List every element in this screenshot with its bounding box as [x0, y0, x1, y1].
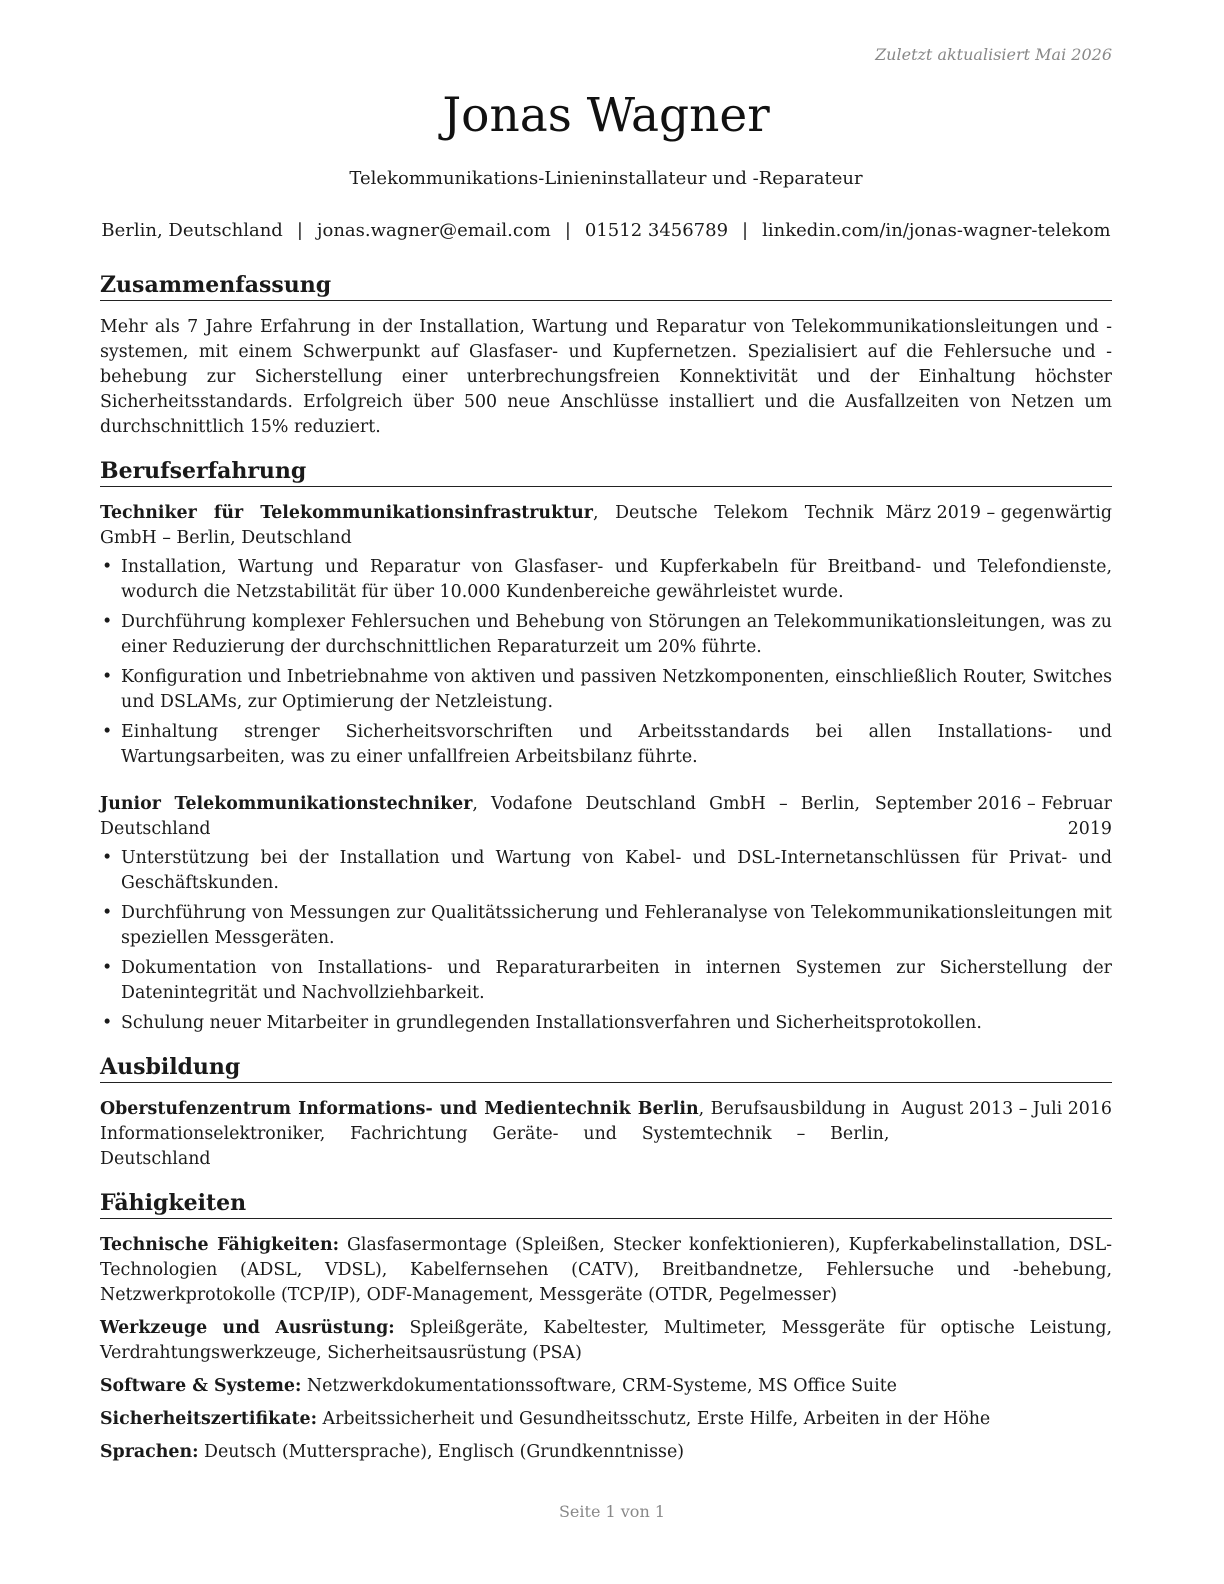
list-item: • Installation, Wartung und Reparatur von Glasfaser- und Kupferkabeln für Breitband- und Telefondienste, wodurch die Netzstabilität für über 10.000 Kundenbereiche gewährleistet wurde.	[100, 555, 1112, 605]
list-item: • Durchführung komplexer Fehlersuchen und Behebung von Störungen an Telekommunikationsleitungen, was zu einer Reduzierung der durchschnittlichen Reparaturzeit um 20% führte.	[100, 610, 1112, 660]
skill-label: Sicherheitszertifikate:	[100, 1409, 317, 1429]
skill-label: Sprachen:	[100, 1442, 199, 1462]
contact-location: Berlin, Deutschland	[101, 220, 283, 241]
job-title: Telekommunikations-Linieninstallateur und -Reparateur	[349, 168, 863, 189]
summary-text: Mehr als 7 Jahre Erfahrung in der Installation, Wartung und Reparatur von Telekommunikationsleitungen und -systemen, mit einem Schwerpunkt auf Glasfaser- und Kupfernetzen. Spezialisiert auf die Fehlersuche und -behebung zur Sicherstellung einer unterbrechungsfreien Konnektivität und der Einhaltung höchster Sicherheitsstandards. Erfolgreich über 500 neue Anschlüsse installiert und die Ausfallzeiten von Netzen um durchschnittlich 15% reduziert.	[100, 317, 1112, 437]
skill-label: Technische Fähigkeiten:	[100, 1235, 340, 1255]
education-entry	[100, 1097, 1112, 1172]
resume-content	[100, 270, 1112, 1481]
education-line	[100, 1097, 889, 1172]
contact-separator: |	[564, 220, 571, 241]
job-company: , Vodafone Deutschland GmbH – Berlin, Deutschland	[100, 794, 860, 839]
page-number: Seite 1 von 1	[558, 1502, 666, 1521]
job-title-line	[100, 792, 860, 842]
job-title-line	[100, 501, 874, 551]
last-updated: Zuletzt aktualisiert Mai 2026	[875, 45, 1112, 64]
contact-phone[interactable]: 01512 3456789	[584, 220, 729, 241]
contact-line	[100, 220, 1112, 241]
section-heading-summary: Zusammenfassung	[100, 270, 1112, 301]
skill-row	[100, 1440, 1112, 1465]
skill-label: Werkzeuge und Ausrüstung:	[100, 1318, 395, 1338]
contact-linkedin[interactable]: linkedin.com/in/jonas-wagner-telekom	[762, 220, 1111, 241]
skill-text: Glasfasermontage (Spleißen, Stecker konfektionieren), Kupferkabelinstallation, DSL-Technologien (ADSL, VDSL), Kabelfernsehen (CATV), Breitbandnetze, Fehlersuche und -behebung, Netzwerkprotokolle (TCP/IP), ODF-Management, Messgeräte (OTDR, Pegelmesser)	[100, 1235, 1112, 1305]
list-item: • Schulung neuer Mitarbeiter in grundlegenden Installationsverfahren und Sicherheitsprotokollen.	[100, 1011, 1112, 1036]
list-item: • Unterstützung bei der Installation und Wartung von Kabel- und DSL-Internetanschlüssen für Privat- und Geschäftskunden.	[100, 846, 1112, 896]
education-details: , Berufsausbildung in Informationselektroniker, Fachrichtung Geräte- und Systemtechnik – Berlin, Deutschland	[100, 1099, 890, 1169]
job-bullets	[100, 846, 1112, 1036]
job-entry	[100, 792, 1112, 1036]
education-dates: August 2013 – Juli 2016	[901, 1099, 1112, 1119]
skill-label: Software & Systeme:	[100, 1376, 302, 1396]
section-heading-experience: Berufserfahrung	[100, 456, 1112, 487]
section-heading-skills: Fähigkeiten	[100, 1188, 1112, 1219]
job-entry	[100, 501, 1112, 770]
section-heading-education: Ausbildung	[100, 1052, 1112, 1083]
job-company: , Deutsche Telekom Technik GmbH – Berlin, Deutschland	[100, 503, 874, 548]
list-item: • Konfiguration und Inbetriebnahme von aktiven und passiven Netzkomponenten, einschließlich Router, Switches und DSLAMs, zur Optimierung der Netzleistung.	[100, 665, 1112, 715]
contact-separator: |	[296, 220, 303, 241]
summary-section	[100, 270, 1112, 440]
skill-row	[100, 1407, 1112, 1432]
contact-separator: |	[742, 220, 749, 241]
education-header	[100, 1097, 1112, 1172]
school-name: Oberstufenzentrum Informations- und Medientechnik Berlin	[100, 1099, 699, 1119]
skill-row	[100, 1233, 1112, 1308]
job-title: Techniker für Telekommunikationsinfrastruktur	[100, 503, 593, 523]
skill-text: Arbeitssicherheit und Gesundheitsschutz, Erste Hilfe, Arbeiten in der Höhe	[316, 1409, 991, 1429]
job-header	[100, 792, 1112, 842]
contact-email[interactable]: jonas.wagner@email.com	[316, 220, 551, 241]
skill-row	[100, 1374, 1112, 1399]
list-item: • Durchführung von Messungen zur Qualitätssicherung und Fehleranalyse von Telekommunikationsleitungen mit speziellen Messgeräten.	[100, 901, 1112, 951]
list-item: • Einhaltung strenger Sicherheitsvorschriften und Arbeitsstandards bei allen Installations- und Wartungsarbeiten, was zu einer unfallfreien Arbeitsbilanz führte.	[100, 720, 1112, 770]
experience-section	[100, 456, 1112, 1036]
education-section	[100, 1052, 1112, 1172]
list-item: • Dokumentation von Installations- und Reparaturarbeiten in internen Systemen zur Sicherstellung der Datenintegrität und Nachvollziehbarkeit.	[100, 956, 1112, 1006]
job-title: Junior Telekommunikationstechniker	[100, 794, 473, 814]
candidate-name: Jonas Wagner	[442, 88, 770, 143]
skills-section	[100, 1188, 1112, 1465]
job-bullets	[100, 555, 1112, 770]
job-dates: September 2016 – Februar 2019	[874, 794, 1112, 839]
job-header	[100, 501, 1112, 551]
skill-row	[100, 1316, 1112, 1366]
skill-text: Deutsch (Muttersprache), Englisch (Grundkenntnisse)	[198, 1442, 685, 1462]
skill-text: Netzwerkdokumentationssoftware, CRM-Systeme, MS Office Suite	[301, 1376, 897, 1396]
job-dates: März 2019 – gegenwärtig	[885, 503, 1112, 523]
skill-text: Spleißgeräte, Kabeltester, Multimeter, Messgeräte für optische Leistung, Verdrahtungswerkzeuge, Sicherheitsausrüstung (PSA)	[100, 1318, 1112, 1363]
